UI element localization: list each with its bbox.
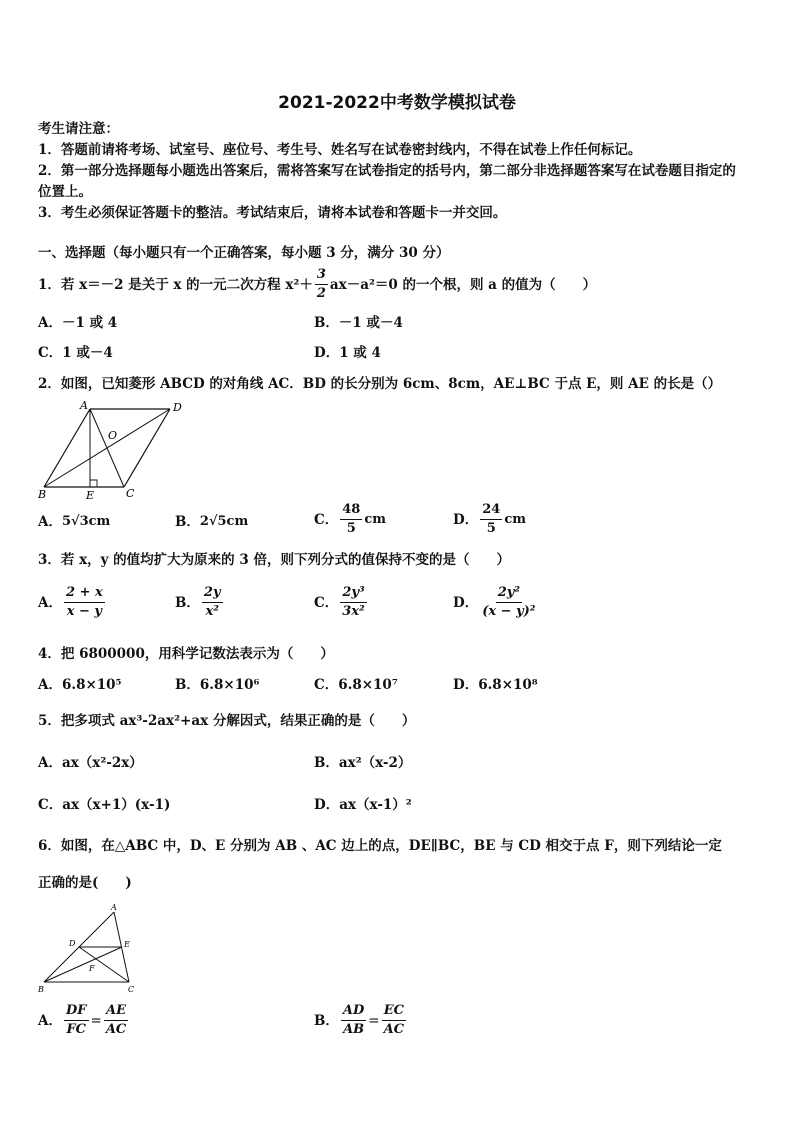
option-label: D． <box>453 594 479 611</box>
q3-option-a <box>38 586 107 619</box>
fraction-denominator: x² <box>205 604 219 619</box>
point-label-o: O <box>108 429 118 442</box>
fraction-numerator: 48 <box>340 503 362 520</box>
q1-option-a: A．－1 或 4 <box>38 315 118 331</box>
rhombus-figure <box>34 397 204 505</box>
q6-option-b <box>314 1004 408 1037</box>
option-label: C． <box>314 594 339 611</box>
q4-option-c: C．6.8×10⁷ <box>314 677 398 693</box>
option-unit: cm <box>364 511 387 527</box>
point-label-f: F <box>89 964 95 973</box>
notice-item: 3．考生必须保证答题卡的整洁。考试结束后，请将本试卷和答题卡一并交回。 <box>38 205 507 221</box>
point-label-a: A <box>111 903 117 912</box>
option-fraction <box>340 503 362 536</box>
q1-option-c: C．1 或－4 <box>38 345 113 361</box>
option-fraction <box>64 586 105 619</box>
question-3-stem: 3．若 x，y 的值均扩大为原来的 3 倍，则下列分式的值保持不变的是（ ） <box>38 552 510 568</box>
equals-sign: = <box>368 1012 380 1029</box>
q1-option-b: B．－1 或－4 <box>314 315 403 331</box>
triangle-figure <box>34 900 144 998</box>
fraction-denominator: AC <box>383 1022 405 1037</box>
fraction-numerator: 3 <box>315 268 328 285</box>
point-label-a: A <box>80 399 88 412</box>
option-fraction <box>340 586 367 619</box>
q5-option-c: C．ax（x+1）(x-1) <box>38 797 171 813</box>
q3-option-c <box>314 586 369 619</box>
fraction-numerator: 2y³ <box>340 586 366 603</box>
option-fraction <box>341 1004 366 1037</box>
option-label: B． <box>314 1012 339 1029</box>
q5-option-a: A．ax（x²-2x） <box>38 755 143 771</box>
option-label: C． <box>314 511 339 528</box>
fraction-numerator: AD <box>341 1004 366 1021</box>
q6-option-a <box>38 1004 130 1037</box>
fraction-denominator: 2 <box>316 286 326 301</box>
point-label-d: D <box>69 939 76 948</box>
question-6-stem-line1: 6．如图，在△ABC 中，D、E 分别为 AB 、AC 边上的点，DE∥BC，BE 与 CD 相交于点 F，则下列结论一定 <box>38 838 722 854</box>
fraction-denominator: 3x² <box>342 604 365 619</box>
q1-option-d: D．1 或 4 <box>314 345 381 361</box>
point-label-c: C <box>128 985 135 994</box>
fraction-numerator: 24 <box>480 503 502 520</box>
q1-stem-b: ax－a²＝0 的一个根，则 a 的值为（ ） <box>329 276 597 293</box>
question-5-stem: 5．把多项式 ax³-2ax²+ax 分解因式，结果正确的是（ ） <box>38 713 416 729</box>
fraction-numerator: EC <box>382 1004 406 1021</box>
point-label-e: E <box>86 489 95 502</box>
fraction-numerator: 2 + x <box>64 586 105 603</box>
notice-item: 2．第一部分选择题每小题选出答案后，需将答案写在试卷指定的括号内，第二部分非选择题答案写在试卷题目指定的 <box>38 163 736 179</box>
option-fraction <box>480 586 537 619</box>
fraction-denominator: AC <box>105 1022 127 1037</box>
q5-option-b: B．ax²（x-2） <box>314 755 412 771</box>
q2-option-b <box>175 512 248 532</box>
option-label: A． <box>38 594 62 611</box>
option-label: A． <box>38 1012 62 1029</box>
fraction-numerator: DF <box>64 1004 89 1021</box>
fraction-denominator: x − y <box>66 604 102 619</box>
option-unit: cm <box>504 511 526 527</box>
option-fraction <box>382 1004 406 1037</box>
option-value: 2√5cm <box>199 514 249 529</box>
option-label: B． <box>175 514 200 530</box>
equals-sign: = <box>90 1012 102 1029</box>
point-label-b: B <box>38 488 47 501</box>
point-label-c: C <box>126 487 135 500</box>
q3-option-b <box>175 586 225 619</box>
question-4-stem: 4．把 6800000，用科学记数法表示为（ ） <box>38 646 334 662</box>
q4-option-b: B．6.8×10⁶ <box>175 677 260 693</box>
point-label-d: D <box>173 401 182 414</box>
q5-option-d: D．ax（x-1）² <box>314 797 412 813</box>
q2-option-c <box>314 503 386 536</box>
page-title: 2021-2022中考数学模拟试卷 <box>278 93 516 113</box>
q2-option-d <box>453 503 526 536</box>
fraction-numerator: 2y² <box>496 586 522 603</box>
question-6-stem-line2: 正确的是( ) <box>38 875 132 891</box>
notice-item: 1．答题前请将考场、试室号、座位号、考生号、姓名写在试卷密封线内，不得在试卷上作任何标记。 <box>38 142 642 158</box>
option-label: B． <box>175 594 200 611</box>
section-heading: 一、选择题（每小题只有一个正确答案，每小题 3 分，满分 30 分） <box>38 245 450 261</box>
notice-heading: 考生请注意： <box>38 121 119 137</box>
option-fraction <box>202 586 223 619</box>
fraction-numerator: AE <box>104 1004 128 1021</box>
point-label-e: E <box>124 940 130 949</box>
q4-option-a: A．6.8×10⁵ <box>38 677 122 693</box>
fraction-denominator: AB <box>343 1022 365 1037</box>
q2-option-a <box>38 512 110 532</box>
fraction-numerator: 2y <box>202 586 223 603</box>
fraction-denominator: 5 <box>486 521 496 536</box>
option-fraction <box>480 503 502 536</box>
option-value: 5√3cm <box>61 514 111 529</box>
q1-fraction <box>315 268 328 301</box>
option-fraction <box>104 1004 128 1037</box>
fraction-denominator: (x − y)² <box>482 604 536 619</box>
q3-option-d <box>453 586 539 619</box>
q4-option-d: D．6.8×10⁸ <box>453 677 538 693</box>
option-label: D． <box>453 511 479 528</box>
option-label: A． <box>38 514 62 530</box>
question-2-stem: 2．如图，已知菱形 ABCD 的对角线 AC．BD 的长分别为 6cm、8cm，AE⊥BC 于点 E，则 AE 的长是（） <box>38 376 722 392</box>
fraction-denominator: FC <box>66 1022 87 1037</box>
point-label-b: B <box>38 985 44 994</box>
notice-item: 位置上。 <box>38 184 92 200</box>
q1-stem-a: 1．若 x＝－2 是关于 x 的一元二次方程 x²＋ <box>38 276 313 293</box>
option-fraction <box>64 1004 89 1037</box>
fraction-denominator: 5 <box>346 521 356 536</box>
question-1-stem <box>38 268 596 301</box>
